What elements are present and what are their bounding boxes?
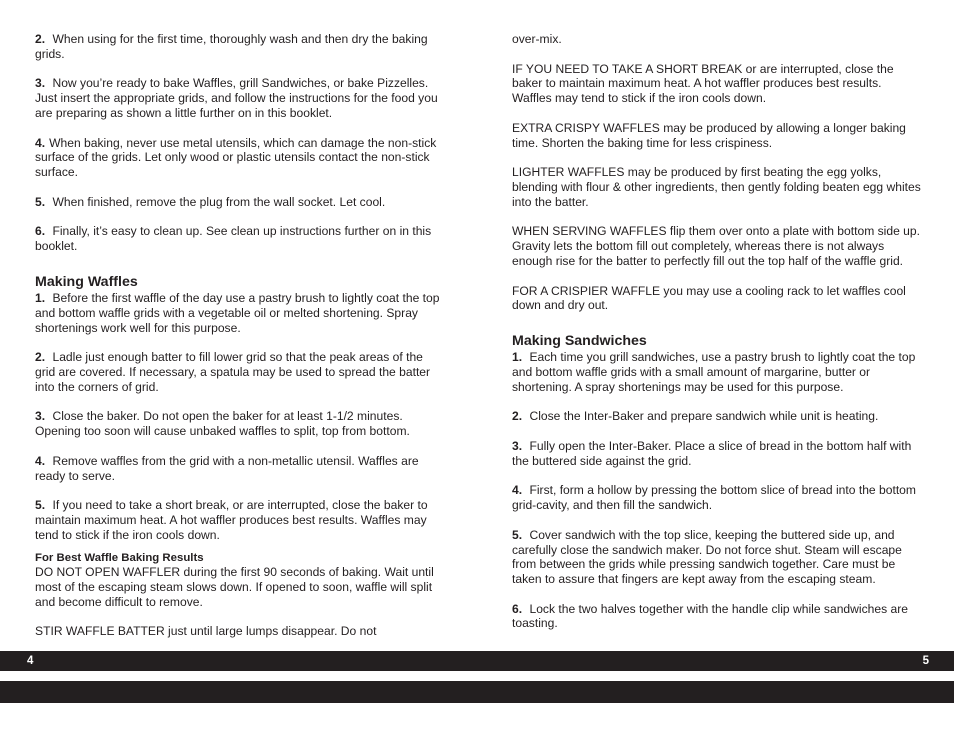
page-number-right: 5	[922, 655, 929, 667]
sandwich-step: 2. Close the Inter-Baker and prepare sandwich while unit is heating.	[512, 409, 879, 424]
waffle-step: 2. Ladle just enough batter to fill lower grid so that the peak areas of the grid are covered. If necessary, a spatula may be used to spread the batter into the corners of grid.	[35, 350, 431, 394]
instruction-paragraph: 6. Finally, it’s easy to clean up. See clean up instructions further on in this booklet.	[35, 224, 432, 254]
waffle-step: 3. Close the baker. Do not open the baker for at least 1-1/2 minutes. Opening too soon will cause unbaked waffles to split, top from bottom.	[35, 409, 410, 439]
sandwich-step: 6. Lock the two halves together with the handle clip while sandwiches are toasting.	[512, 601, 908, 631]
making-waffles-heading: Making Waffles	[35, 273, 138, 290]
tip-paragraph: STIR WAFFLE BATTER just until large lumps disappear. Do not	[35, 624, 377, 639]
tip-paragraph: WHEN SERVING WAFFLES flip them over onto a plate with bottom side up. Gravity lets the bottom fill out completely, whereas there is not always enough rise for the batter to perfectly fill out the top half of the waffle grid.	[512, 224, 920, 268]
bottom-band	[0, 681, 954, 703]
waffle-step: 1. Before the first waffle of the day use a pastry brush to lightly coat the top and bottom waffle grids with a vegetable oil or melted shortening. Spray shortenings work well for this purpose.	[35, 290, 440, 335]
tip-paragraph: DO NOT OPEN WAFFLER during the first 90 seconds of baking. Wait until most of the escaping steam slows down. If opened to soon, waffle will split and become difficult to remove.	[35, 565, 434, 609]
tip-paragraph: IF YOU NEED TO TAKE A SHORT BREAK or are interrupted, close the baker to maintain maximum heat. A hot waffler produces best results. Waffles may tend to stick if the iron cools down.	[512, 61, 894, 106]
tip-paragraph: over-mix.	[512, 32, 562, 46]
sandwich-step: 4. First, form a hollow by pressing the bottom slice of bread into the bottom grid-cavity, and then fill the sandwich.	[512, 483, 916, 513]
best-results-heading: For Best Waffle Baking Results	[35, 551, 204, 564]
sandwich-step: 5. Cover sandwich with the top slice, keeping the buttered side up, and carefully close the sandwich maker. Do not force shut. Steam will escape from between the grids while pressing sandwich together. Care must be taken to assure that fingers are kept away from the escaping steam.	[512, 527, 902, 587]
instruction-paragraph: 3. Now you’re ready to bake Waffles, grill Sandwiches, or bake Pizzelles. Just insert the appropriate grids, and follow the instructions for the food you are preparing as shown a little further on in this booklet.	[35, 76, 438, 120]
waffle-step: 4. Remove waffles from the grid with a non-metallic utensil. Waffles are ready to serve.	[35, 453, 419, 483]
tip-paragraph: LIGHTER WAFFLES may be produced by first beating the egg yolks, blending with flour & other ingredients, then gently folding beaten egg whites into the batter.	[512, 165, 921, 209]
right-page-column	[512, 32, 922, 631]
page-number-left: 4	[27, 655, 34, 667]
page-footer-bar	[0, 651, 954, 671]
sandwich-step: 1. Each time you grill sandwiches, use a pastry brush to lightly coat the top and bottom waffle grids with a small amount of margarine, butter or shortening. A spray shortenings may be used for this purpose.	[512, 350, 916, 394]
left-page-column	[35, 32, 445, 639]
instruction-paragraph: 5. When finished, remove the plug from the wall socket. Let cool.	[35, 194, 386, 209]
making-sandwiches-heading: Making Sandwiches	[512, 333, 647, 350]
waffle-step: 5. If you need to take a short break, or are interrupted, close the baker to maintain maximum heat. A hot waffler produces best results. Waffles may tend to stick if the iron cools down.	[35, 498, 428, 542]
sandwich-step: 3. Fully open the Inter-Baker. Place a slice of bread in the bottom half with the buttered side against the grid.	[512, 438, 912, 468]
instruction-paragraph: 4. When baking, never use metal utensils, which can damage the non-stick surface of the grids. Let only wood or plastic utensils contact the non-stick surface.	[35, 135, 437, 180]
tip-paragraph: FOR A CRISPIER WAFFLE you may use a cooling rack to let waffles cool down and dry out.	[512, 283, 906, 313]
instruction-paragraph: 2. When using for the first time, thoroughly wash and then dry the baking grids.	[35, 32, 428, 61]
tip-paragraph: EXTRA CRISPY WAFFLES may be produced by allowing a longer baking time. Shorten the baking time for less crispiness.	[512, 120, 906, 150]
